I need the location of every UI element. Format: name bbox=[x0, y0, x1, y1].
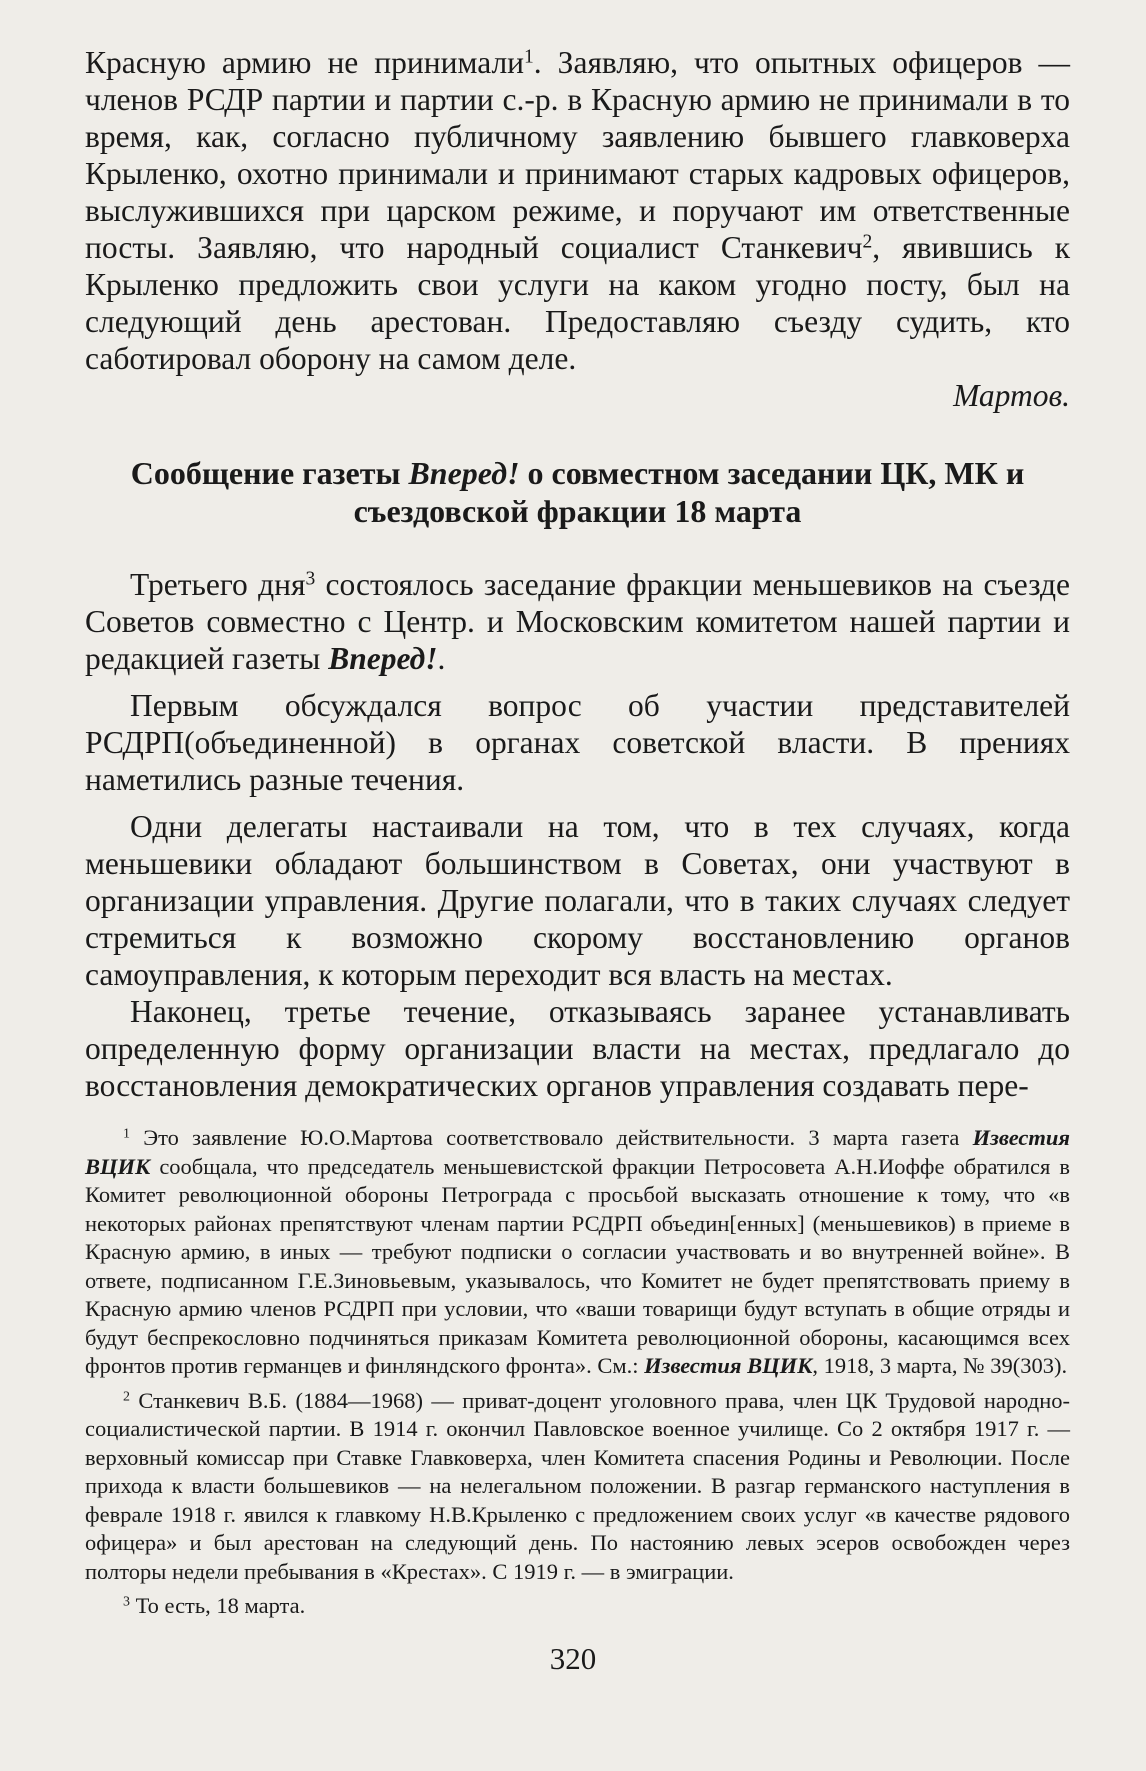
footnote-2 bbox=[85, 1387, 1070, 1587]
footnote-3 bbox=[85, 1592, 1070, 1621]
text-segment: сообщала, что председатель меньшевистской фракции Петросовета А.Н.Иоффе обратился в Комитет революционной обороны Петрограда с просьбой высказать отношение к тому, что «в некоторых районах препятствуют членам партии РСДРП объедин[енных] (меньшевиков) в приеме в Красную армию, в иных — требуют подписки о согласии участвовать и во внутренней войне». В ответе, подписанном Г.Е.Зиновьевым, указывалось, что Комитет не будет препятствовать приему в Красную армию членов РСДРП при условии, что «ваши товарищи будут вступать в общие отряды и будут беспрекословно подчиняться приказам Комитета революционной обороны, касающимся всех фронтов против германцев и финляндского фронта». См.: bbox=[85, 1153, 1070, 1378]
footnote-number: 2 bbox=[123, 1388, 130, 1404]
text-segment: Это заявление Ю.О.Мартова соответствовало действительности. 3 марта газета bbox=[129, 1125, 973, 1150]
text-segment: , явившись к Крыленко предложить свои услуги на каком угодно посту, был на следующий день арестован. Предоставляю съезду судить, кто саботировал оборону на самом деле. bbox=[85, 230, 1071, 376]
text-segment: . bbox=[437, 641, 446, 676]
spacer bbox=[85, 677, 1070, 687]
footnote-number: 3 bbox=[123, 1594, 130, 1610]
section-heading bbox=[85, 454, 1070, 530]
text-segment: Красную армию не принимали bbox=[85, 45, 525, 80]
footnotes bbox=[85, 1124, 1070, 1621]
text-segment: . Заявляю, что опытных офицеров — членов РСДР партии и партии с.-р. в Красную армию не принимали в то время, как, согласно публичному заявлению бывшего главковерха Крыленко, охотно принимали и принимают старых кадровых офицеров, выслужившихся при царском режиме, и поручают им ответственные посты. Заявляю, что народный социалист Станкевич bbox=[85, 45, 1070, 265]
newspaper-title: Известия ВЦИК bbox=[644, 1353, 813, 1378]
paragraph-delegates: Одни делегаты настаивали на том, что в тех случаях, когда меньшевики обладают большинством в Советах, они участвуют в организации управления. Другие полагали, что в таких случаях следует стремиться к возможно скорому восстановлению органов самоуправления, к которым переходит вся власть на местах. bbox=[85, 809, 1070, 992]
heading-text: о совместном заседании ЦК, МК и съездовской фракции 18 марта bbox=[353, 455, 1025, 529]
paragraph-first-question: Первым обсуждался вопрос об участии представителей РСДРП(объединенной) в органах советской власти. В прениях наметились разные течения. bbox=[85, 688, 1070, 797]
spacer bbox=[85, 798, 1070, 808]
footnote-ref-1: 1 bbox=[524, 46, 534, 68]
footnote-ref-3: 3 bbox=[305, 568, 316, 590]
text-segment: состоялось заседание фракции меньшевиков на съезде Советов совместно с Центр. и Московским комитетом нашей партии и редакцией газеты bbox=[85, 567, 1070, 676]
paragraph-martov-statement bbox=[85, 44, 1070, 377]
newspaper-title: Известия ВЦИК bbox=[85, 1125, 1070, 1179]
heading-newspaper-title: Вперед! bbox=[408, 455, 520, 491]
paragraph-third-current: Наконец, третье течение, отказываясь заранее устанавливать определенную форму организации власти на местах, предлагало до восстановления демократических органов управления создавать пере- bbox=[85, 994, 1070, 1103]
text-segment: То есть, 18 марта. bbox=[129, 1593, 306, 1618]
footnote-number: 1 bbox=[123, 1126, 130, 1142]
text-segment: Третьего дня bbox=[130, 567, 306, 602]
footnote-ref-2: 2 bbox=[862, 231, 873, 253]
document-page bbox=[85, 44, 1070, 1627]
signature-martov: Мартов. bbox=[953, 378, 1070, 413]
page-number: 320 bbox=[549, 1641, 597, 1676]
footnote-1 bbox=[85, 1124, 1070, 1381]
text-segment: , 1918, 3 марта, № 39(303). bbox=[812, 1353, 1068, 1378]
newspaper-title: Вперед! bbox=[328, 641, 438, 676]
paragraph-meeting bbox=[85, 566, 1070, 677]
text-segment: Станкевич В.Б. (1884—1968) — приват-доцент уголовного права, член ЦК Трудовой народно-социалистической партии. В 1914 г. окончил Павловское военное училище. Со 2 октября 1917 г. — верховный комиссар при Ставке Главковерха, член Комитета спасения Родины и Революции. После прихода к власти большевиков — на нелегальном положении. В разгар германского наступления в феврале 1918 г. явился к главкому Н.В.Крыленко с предложением своих услуг «в качестве рядового офицера» и был арестован на следующий день. По настоянию левых эсеров освобожден через полторы недели пребывания в «Крестах». С 1919 г. — в эмиграции. bbox=[85, 1387, 1070, 1584]
heading-text: Сообщение газеты bbox=[130, 455, 409, 491]
